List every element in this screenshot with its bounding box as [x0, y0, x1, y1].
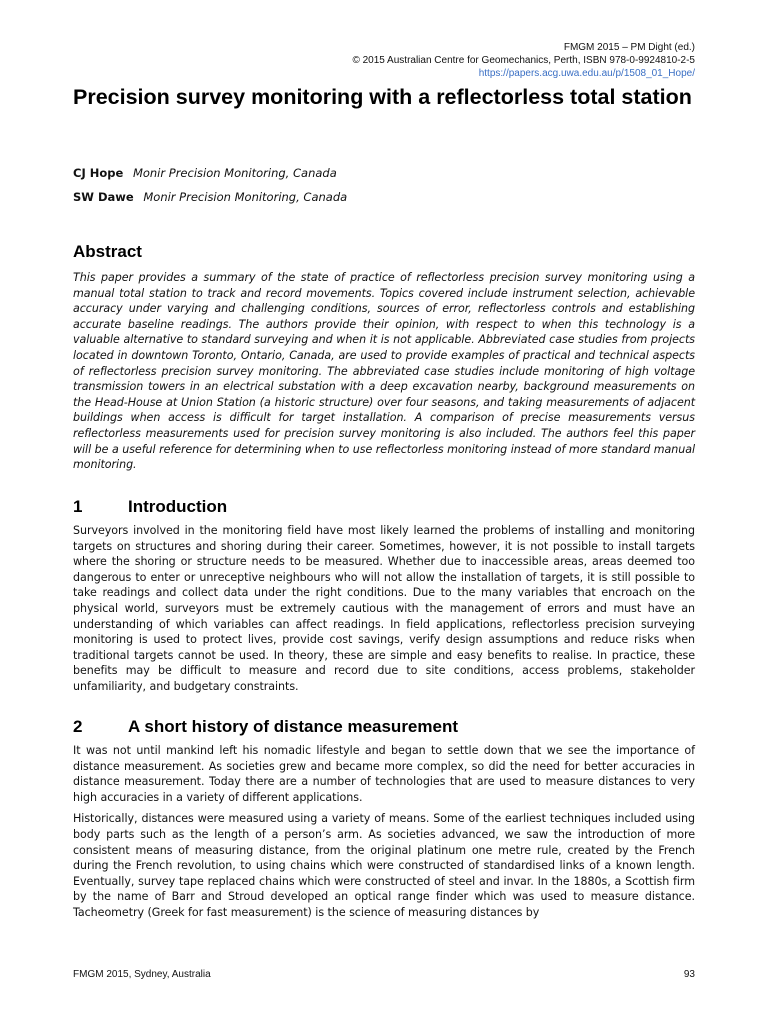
author-affiliation: Monir Precision Monitoring, Canada [143, 190, 348, 204]
page-number: 93 [683, 969, 695, 980]
section-heading [73, 497, 695, 517]
paper-title: Precision survey monitoring with a reflectorless total station [73, 85, 692, 109]
page-footer [73, 969, 695, 980]
header-conference: FMGM 2015 – PM Dight (ed.) [563, 42, 695, 53]
section-introduction [73, 497, 695, 695]
abstract-heading: Abstract [73, 242, 142, 261]
author-name: CJ Hope [73, 166, 124, 180]
header-copyright: © 2015 Australian Centre for Geomechanics, Perth, ISBN 978-0-9924810-2-5 [352, 55, 695, 66]
header-url-link[interactable]: https://papers.acg.uwa.edu.au/p/1508_01_Hope/ [478, 68, 695, 79]
body-paragraph: It was not until mankind left his nomadic lifestyle and began to settle down that we see the importance of distance measurement. As societies grew and became more complex, so did the need for better accuracies in distance measurement. Today there are a number of technologies that are used to measure distances to very high accuracies in a variety of different applications. [73, 744, 695, 804]
running-header [352, 41, 695, 80]
author-affiliation: Monir Precision Monitoring, Canada [132, 166, 337, 180]
author-entry [73, 189, 347, 213]
author-entry [73, 165, 347, 189]
section-title: Introduction [128, 497, 228, 516]
section-title: A short history of distance measurement [128, 717, 459, 736]
abstract-text: This paper provides a summary of the state of practice of reflectorless precision survey monitoring using a manual total station to track and record movements. Topics covered include instrument selection, achievable accuracy under varying and challenging conditions, sources of error, reflectorless controls and establishing accurate baseline readings. The authors provide their opinion, with respect to when this technology is a valuable alternative to standard surveying and when it is not applicable. Abbreviated case studies from projects located in downtown Toronto, Ontario, Canada, are used to provide examples of practical and technical aspects of reflectorless precision survey monitoring. The abbreviated case studies include monitoring of high voltage transmission towers in an electrical substation with a deep excavation nearby, background measurements on the Head-House at Union Station (a historic structure) over four seasons, and taking measurements of adjacent buildings when access is difficult for target installation. A comparison of precise measurements versus reflectorless measurements used for precision survey monitoring is also included. The authors feel this paper will be a useful reference for determining when to use reflectorless monitoring instead of more standard manual monitoring. [73, 271, 695, 472]
section-number: 2 [73, 717, 83, 736]
body-paragraph: Historically, distances were measured using a variety of means. Some of the earliest techniques included using body parts such as the length of a person’s arm. As societies advanced, we saw the introduction of more consistent means of measuring distance, from the original platinum one metre rule, created by the French during the French revolution, to using chains which were constructed of standardised links of a known length. Eventually, survey tape replaced chains which were constructed of steel and invar. In the 1880s, a Scottish firm by the name of Barr and Stroud developed an optical range finder which was used to measure distance. Tacheometry (Greek for fast measurement) is the science of measuring distances by [73, 812, 695, 919]
section-history [73, 717, 695, 921]
author-name: SW Dawe [73, 190, 134, 204]
footer-conference: FMGM 2015, Sydney, Australia [73, 969, 211, 980]
abstract-section [73, 242, 695, 473]
author-list [73, 165, 347, 213]
body-paragraph: Surveyors involved in the monitoring field have most likely learned the problems of installing and monitoring targets on structures and shoring during their career. Sometimes, however, it is not possible to install targets where the shoring or structure needs to be measured. Whether due to inaccessible areas, areas deemed too dangerous to enter or unreceptive neighbours who will not allow the installation of targets, it is still possible to take readings and collect data under the right conditions. Due to the many variables that encroach on the physical world, surveyors must be extremely cautious with the management of errors and must have an understanding of which variables can affect readings. In field applications, reflectorless precision surveying monitoring is used to protect lives, provide cost savings, verify design assumptions and reduce risks when traditional targets cannot be used. In theory, these are simple and easy benefits to realise. In practice, these benefits may be difficult to measure and record due to site conditions, access problems, stakeholder unfamiliarity, and budgetary constraints. [73, 524, 695, 693]
section-heading [73, 717, 695, 737]
section-number: 1 [73, 497, 83, 516]
